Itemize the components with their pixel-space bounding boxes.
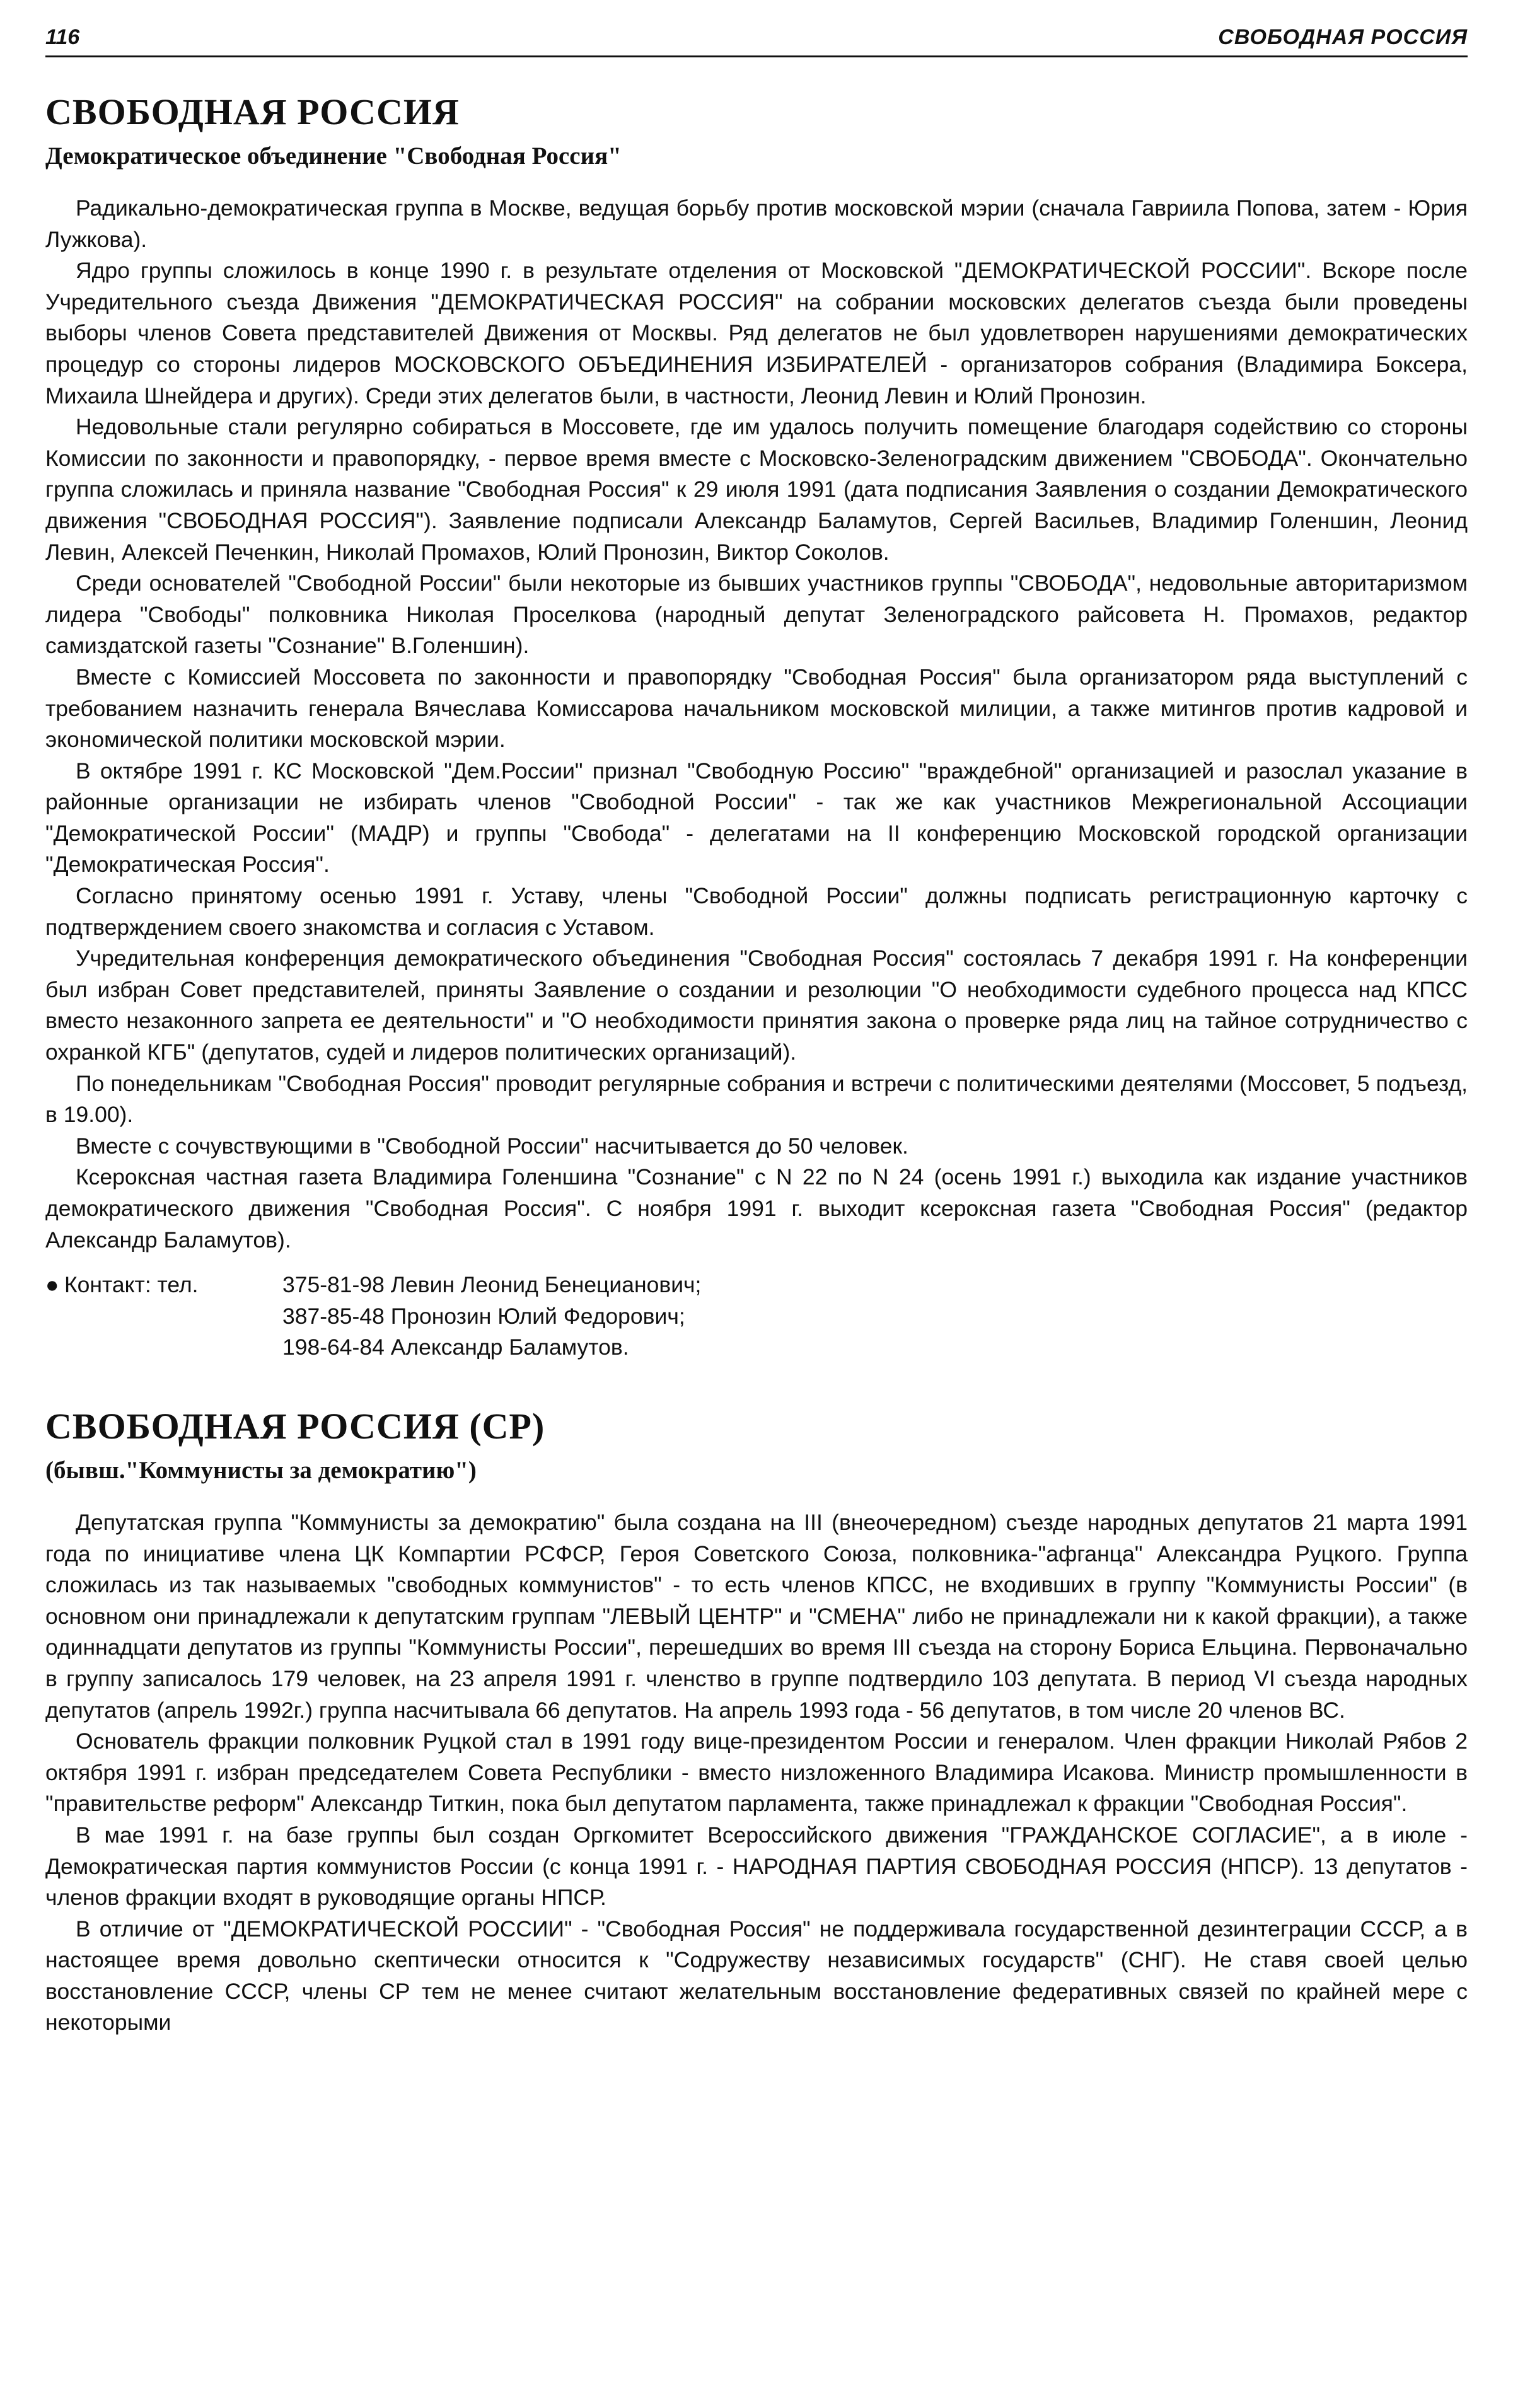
paragraph: Вместе с Комиссией Моссовета по законности и правопорядку "Свободная Россия" была организатором ряда выступлений с требованием назначить генерала Вячеслава Комиссарова начальником московской милиции, а также митингов против кадровой и экономической политики московской мэрии. bbox=[45, 664, 1468, 753]
paragraph: Основатель фракции полковник Руцкой стал в 1991 году вице-президентом России и генералом. Член фракции Николай Рябов 2 октября 1991 г. избран председателем Совета Республики - вместо низложенного Владимира Исакова. Министр промышленности в "правительстве реформ" Александр Титкин, пока был депутатом парламента, также принадлежал к фракции "Свободная Россия". bbox=[45, 1728, 1468, 1817]
contact-line: 387-85-48 Пронозин Юлий Федорович; bbox=[282, 1303, 685, 1329]
contact-label: Контакт: тел. bbox=[64, 1272, 199, 1298]
paragraph: Депутатская группа "Коммунисты за демократию" была создана на III (внеочередном) съезде народных депутатов 21 марта 1991 года по инициативе члена ЦК Компартии РСФСР, Героя Советского Союза, полковника-"афганца" Александра Руцкого. Группа сложилась из так называемых "свободных коммунистов" - то есть членов КПСС, не входивших в группу "Коммунисты России" (в основном они принадлежали к депутатским группам "ЛЕВЫЙ ЦЕНТР" и "СМЕНА" либо не принадлежали ни к какой фракции), а также одиннадцати депутатов из группы "Коммунисты России", перешедших во время III съезда на сторону Бориса Ельцина. Первоначально в группу записалось 179 человек, на 23 апреля 1991 г. членство в группе подтвердило 103 депутата. В период VI съезда народных депутатов (апрель 1992г.) группа насчитывала 66 депутатов. На апрель 1993 года - 56 депутатов, в том числе 20 членов ВС. bbox=[45, 1509, 1468, 1723]
section-svobodnaya-rossiya bbox=[45, 88, 1468, 1363]
bullet-icon: ● bbox=[45, 1272, 59, 1298]
paragraph: Недовольные стали регулярно собираться в Моссовете, где им удалось получить помещение благодаря содействию со стороны Комиссии по законности и правопорядку, - первое время вместе с Московско-Зеленоградским движением "СВОБОДА". Окончательно группа сложилась и приняла название "Свободная Россия" к 29 июля 1991 (дата подписания Заявления о создании Демократического движения "СВОБОДНАЯ РОССИЯ"). Заявление подписали Александр Баламутов, Сергей Васильев, Владимир Голеншин, Леонид Левин, Алексей Печенкин, Николай Промахов, Юлий Пронозин, Виктор Соколов. bbox=[45, 414, 1468, 565]
section-subtitle: Демократическое объединение "Свободная Россия" bbox=[45, 142, 622, 170]
running-header bbox=[45, 16, 1468, 57]
contact-line: 375-81-98 Левин Леонид Бенецианович; bbox=[282, 1272, 702, 1298]
section-svobodnaya-rossiya-sr bbox=[45, 1403, 1468, 2039]
paragraph: По понедельникам "Свободная Россия" проводит регулярные собрания и встречи с политическими деятелями (Моссовет, 5 подъезд, в 19.00). bbox=[45, 1070, 1468, 1128]
section-subtitle: (бывш."Коммунисты за демократию") bbox=[45, 1456, 477, 1484]
paragraph: Среди основателей "Свободной России" были некоторые из бывших участников группы "СВОБОДА", недовольные авторитаризмом лидера "Свободы" полковника Николая Проселкова (народный депутат Зеленоградского райсовета Н. Промахов, редактор самиздатской газеты "Сознание" В.Голеншин). bbox=[45, 570, 1468, 659]
contact-block bbox=[45, 1270, 1468, 1363]
contact-line: 198-64-84 Александр Баламутов. bbox=[282, 1334, 629, 1360]
paragraph: Ксероксная частная газета Владимира Голеншина "Сознание" с N 22 по N 24 (осень 1991 г.) выходила как издание участников демократического движения "Свободная Россия". С ноября 1991 г. выходит ксероксная газета "Свободная Россия" (редактор Александр Баламутов). bbox=[45, 1164, 1468, 1253]
paragraph: Вместе с сочувствующими в "Свободной России" насчитывается до 50 человек. bbox=[76, 1133, 908, 1159]
paragraph: Учредительная конференция демократического объединения "Свободная Россия" состоялась 7 декабря 1991 г. На конференции был избран Совет представителей, приняты Заявление о создании и резолюции "О необходимости судебного процесса над КПСС вместо незаконного запрета ее деятельности" и "О необходимости принятия закона о проверке ряда лиц на тайное сотрудничество с охранкой КГБ" (депутатов, судей и лидеров политических организаций). bbox=[45, 946, 1468, 1065]
section-title: СВОБОДНАЯ РОССИЯ bbox=[45, 91, 460, 132]
paragraph: В октябре 1991 г. КС Московской "Дем.России" признал "Свободную Россию" "враждебной" организацией и разослал указание в районные организации не избирать членов "Свободной России" - так же как участников Межрегиональной Ассоциации "Демократической России" (МАДР) и группы "Свобода" - делегатами на II конференцию Московской городской организации "Демократическая Россия". bbox=[45, 758, 1468, 877]
section-title: СВОБОДНАЯ РОССИЯ (СР) bbox=[45, 1405, 545, 1447]
running-title: СВОБОДНАЯ РОССИЯ bbox=[1218, 25, 1468, 49]
page-number: 116 bbox=[45, 25, 80, 49]
header-rule bbox=[45, 55, 1468, 57]
paragraph: В отличие от "ДЕМОКРАТИЧЕСКОЙ РОССИИ" - "Свободная Россия" не поддерживала государственной дезинтеграции СССР, а в настоящее время довольно скептически относится к "Содружеству независимых государств" (СНГ). Не ставя своей целью восстановление СССР, члены СР тем не менее считают желательным восстановление федеративных связей по крайней мере с некоторыми bbox=[45, 1916, 1468, 2035]
paragraph: В мае 1991 г. на базе группы был создан Оргкомитет Всероссийского движения "ГРАЖДАНСКОЕ СОГЛАСИЕ", а в июле - Демократическая партия коммунистов России (с конца 1991 г. - НАРОДНАЯ ПАРТИЯ СВОБОДНАЯ РОССИЯ (НПСР). 13 депутатов - членов фракции входят в руководящие органы НПСР. bbox=[45, 1822, 1468, 1911]
paragraph: Согласно принятому осенью 1991 г. Уставу, члены "Свободной России" должны подписать регистрационную карточку с подтверждением своего знакомства и согласия с Уставом. bbox=[45, 883, 1468, 940]
paragraph: Ядро группы сложилось в конце 1990 г. в результате отделения от Московской "ДЕМОКРАТИЧЕСКОЙ РОССИИ". Вскоре после Учредительного съезда Движения "ДЕМОКРАТИЧЕСКАЯ РОССИЯ" на собрании московских делегатов съезда были проведены выборы членов Совета представителей Движения от Москвы. Ряд делегатов не был удовлетворен нарушениями демократических процедур со стороны лидеров МОСКОВСКОГО ОБЪЕДИНЕНИЯ ИЗБИРАТЕЛЕЙ - организаторов собрания (Владимира Боксера, Михаила Шнейдера и других). Среди этих делегатов были, в частности, Леонид Левин и Юлий Пронозин. bbox=[45, 258, 1468, 408]
paragraph: Радикально-демократическая группа в Москве, ведущая борьбу против московской мэрии (сначала Гавриила Попова, затем - Юрия Лужкова). bbox=[45, 195, 1468, 252]
page-content bbox=[45, 88, 1468, 2408]
